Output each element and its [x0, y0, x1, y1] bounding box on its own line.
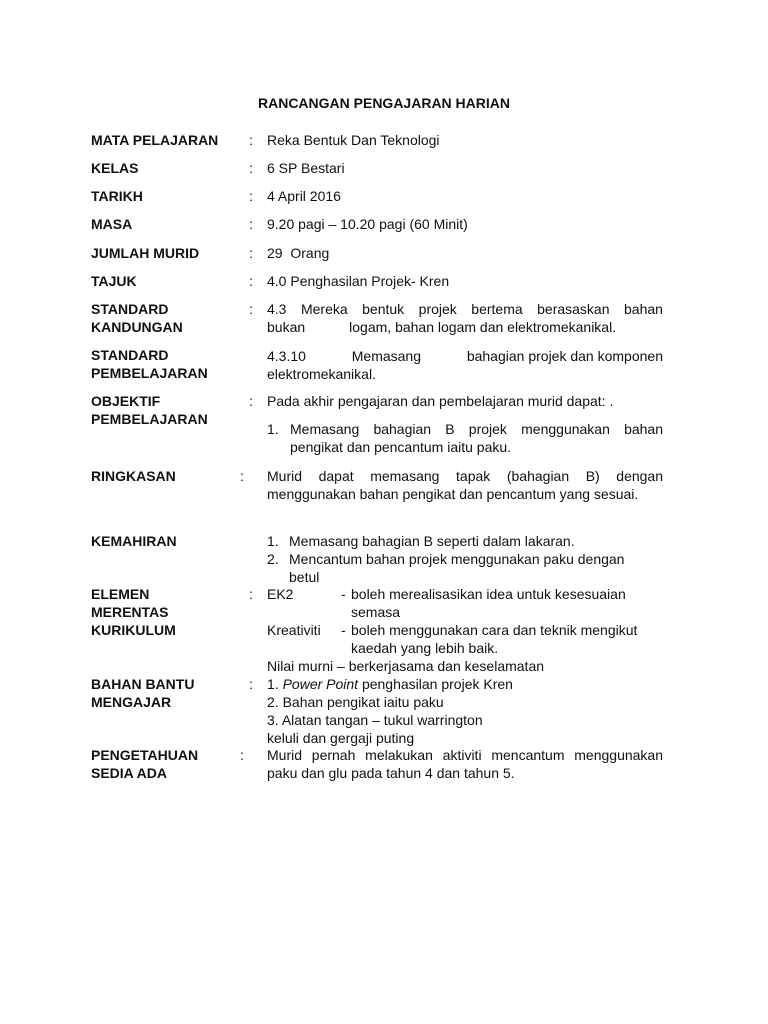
- objektif-item: [267, 420, 663, 456]
- word: berasaskan: [537, 301, 610, 317]
- label-line: OBJEKTIF: [91, 393, 161, 409]
- jumlah-murid-label: JUMLAH MURID: [91, 245, 200, 261]
- elemen-desc: [341, 621, 663, 657]
- dash: -: [341, 586, 346, 602]
- standard-kandungan-value: [267, 300, 663, 336]
- text-line: [267, 318, 663, 336]
- standard-kandungan-label: [91, 300, 241, 336]
- label-line: STANDARD: [91, 301, 169, 317]
- standard-pembelajaran-label: [91, 346, 241, 382]
- text-line: [267, 300, 663, 318]
- ringkasan-value: Murid dapat memasang tapak (bahagian B) dengan menggunakan bahan pengikat dan pencantum yang sesuai.: [267, 468, 663, 502]
- list-item-continuation: keluli dan gergaji puting: [267, 730, 415, 746]
- bahan-bantu-label: [91, 675, 241, 711]
- text-line: [267, 347, 663, 365]
- colon: :: [249, 676, 253, 692]
- label-line: ELEMEN: [91, 586, 150, 602]
- list-number: 3.: [267, 712, 279, 728]
- tarikh-value: 4 April 2016: [267, 188, 341, 204]
- colon: :: [249, 393, 253, 409]
- tarikh-label: TARIKH: [91, 188, 143, 204]
- objektif-label: [91, 392, 241, 428]
- standard-pembelajaran-value: [267, 347, 663, 383]
- bahan-bantu-list: [267, 675, 663, 747]
- kelas-label: KELAS: [91, 160, 139, 176]
- label-line: STANDARD: [91, 347, 169, 363]
- word: bahan: [624, 301, 663, 317]
- colon: :: [249, 216, 253, 232]
- word: bentuk: [362, 301, 405, 317]
- masa-label: MASA: [91, 216, 133, 232]
- list-text: Mencantum bahan projek menggunakan paku dengan betul: [289, 551, 625, 585]
- word: bertema: [471, 301, 523, 317]
- page-title: RANCANGAN PENGAJARAN HARIAN: [257, 95, 510, 111]
- elemen-item: [267, 585, 663, 621]
- list-text-emphasis: Power Point: [282, 676, 359, 692]
- list-text: Memasang bahagian B projek menggunakan bahan pengikat dan pencantum iaitu paku.: [290, 421, 663, 455]
- colon: :: [249, 160, 253, 176]
- list-item: [267, 711, 663, 729]
- list-item: [267, 693, 663, 711]
- list-number: 1.: [267, 676, 279, 692]
- pengetahuan-value: Murid pernah melakukan aktiviti mencantum menggunakan paku dan glu pada tahun 4 dan tahun 5.: [267, 747, 663, 781]
- word: Mereka: [300, 301, 348, 317]
- word: Memasang: [351, 348, 422, 364]
- ringkasan-label: RINGKASAN: [91, 468, 176, 484]
- elemen-desc-text: boleh menggunakan cara dan teknik mengikut kaedah yang lebih baik.: [351, 622, 638, 656]
- word: 4.3: [267, 301, 287, 317]
- word: bukan: [267, 319, 306, 335]
- pengetahuan-label: [91, 746, 241, 782]
- list-text: Bahan pengikat iaitu paku: [282, 694, 444, 710]
- kemahiran-list: [267, 532, 667, 586]
- word: bahagian projek dan komponen: [466, 348, 663, 364]
- elemen-key: EK2: [267, 586, 294, 602]
- label-line: MERENTAS: [91, 604, 169, 620]
- label-line: MENGAJAR: [91, 694, 172, 710]
- colon: :: [240, 468, 244, 484]
- objektif-intro: Pada akhir pengajaran dan pembelajaran murid dapat: .: [267, 393, 614, 409]
- masa-value: 9.20 pagi – 10.20 pagi (60 Minit): [267, 216, 468, 232]
- text-line: elektromekanikal.: [267, 366, 376, 382]
- kemahiran-label: KEMAHIRAN: [91, 533, 177, 549]
- word: 4.3.10: [267, 348, 306, 364]
- label-line: PEMBELAJARAN: [91, 365, 208, 381]
- word: logam, bahan logam dan elektromekanikal.: [349, 319, 617, 335]
- list-number: 2.: [267, 551, 279, 567]
- elemen-label: [91, 585, 241, 639]
- tajuk-value: 4.0 Penghasilan Projek- Kren: [267, 273, 450, 289]
- list-number: 1.: [267, 421, 279, 437]
- elemen-key: Kreativiti: [267, 622, 321, 638]
- colon: :: [249, 245, 253, 261]
- list-number: 2.: [267, 694, 279, 710]
- colon: :: [249, 132, 253, 148]
- colon: :: [249, 273, 253, 289]
- label-line: PEMBELAJARAN: [91, 411, 208, 427]
- mata-pelajaran-value: Reka Bentuk Dan Teknologi: [267, 132, 440, 148]
- colon: :: [249, 586, 253, 602]
- list-text: penghasilan projek Kren: [358, 676, 513, 692]
- dash: -: [341, 622, 346, 638]
- elemen-item: [267, 621, 663, 657]
- colon: :: [240, 747, 244, 763]
- label-line: KURIKULUM: [91, 622, 176, 638]
- kelas-value: 6 SP Bestari: [267, 160, 345, 176]
- colon: :: [249, 188, 253, 204]
- label-line: SEDIA ADA: [91, 765, 167, 781]
- list-text: Alatan tangan – tukul warrington: [281, 712, 483, 728]
- list-item: [267, 675, 663, 693]
- label-line: BAHAN BANTU: [91, 676, 195, 692]
- label-line: PENGETAHUAN: [91, 747, 199, 763]
- label-line: KANDUNGAN: [91, 319, 183, 335]
- list-item: [267, 532, 667, 550]
- list-number: 1.: [267, 533, 279, 549]
- list-item: [267, 550, 649, 586]
- elemen-desc-text: boleh merealisasikan idea untuk kesesuaian semasa: [351, 586, 626, 620]
- list-text: Memasang bahagian B seperti dalam lakaran.: [289, 533, 575, 549]
- colon: :: [249, 301, 253, 317]
- tajuk-label: TAJUK: [91, 273, 137, 289]
- word: projek: [418, 301, 457, 317]
- nilai-murni: Nilai murni – berkerjasama dan keselamatan: [267, 658, 545, 674]
- mata-pelajaran-label: MATA PELAJARAN: [91, 132, 219, 148]
- jumlah-murid-value: 29 Orang: [267, 245, 330, 261]
- elemen-desc: [341, 585, 663, 621]
